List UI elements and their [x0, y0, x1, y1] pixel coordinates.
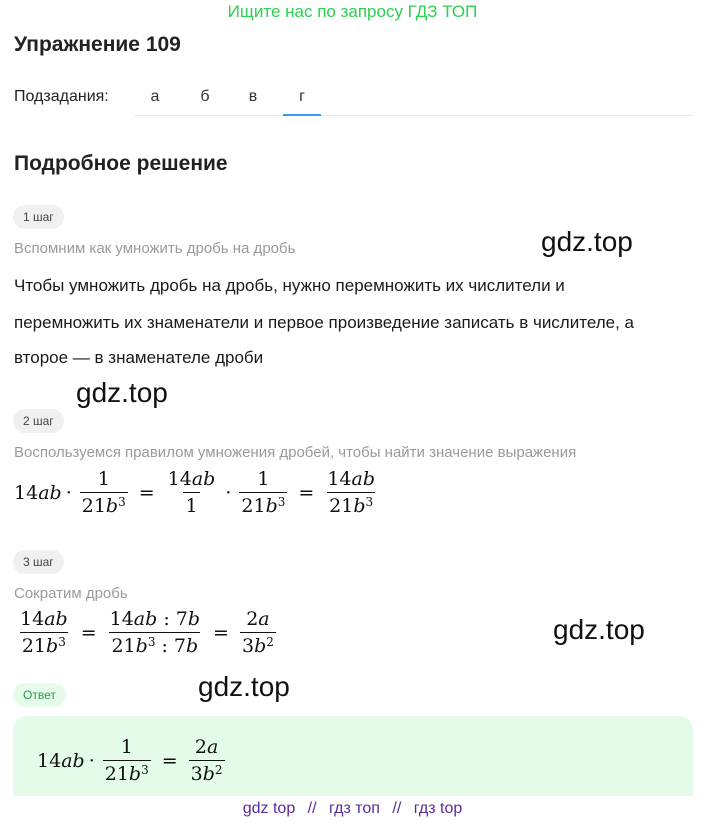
step-1-badge: 1 шаг	[13, 205, 64, 229]
subtasks-nav	[14, 86, 693, 116]
step-2-hint: Воспользуемся правилом умножения дробей, чтобы найти значение выражения	[14, 444, 577, 461]
footer-separator: //	[392, 800, 402, 817]
footer-link[interactable]: гдз топ	[329, 800, 380, 817]
subtasks-divider	[135, 115, 693, 116]
tab-g[interactable]: г	[283, 88, 321, 116]
step-3-hint: Сократим дробь	[14, 585, 128, 602]
footer-separator: //	[307, 800, 317, 817]
watermark: gdz.top	[198, 671, 290, 702]
tab-a[interactable]: а	[150, 88, 160, 105]
section-title: Подробное решение	[14, 152, 228, 175]
answer-formula: 14ab · $\frac{1}{21b^3}$ = $\frac{2a}{3b^2}$	[37, 736, 223, 785]
step-1-text-line-3: второе — в знаменателе дроби	[14, 348, 264, 367]
top-banner: Ищите нас по запросу ГДЗ ТОП	[227, 2, 478, 21]
step-1-text-line-2: перемножить их знаменатели и первое произведение записать в числителе, а	[14, 313, 634, 332]
step-1-hint: Вспомним как умножить дробь на дробь	[14, 240, 296, 257]
tab-v[interactable]: в	[248, 88, 258, 105]
subtasks-label: Подзадания:	[14, 88, 109, 105]
step-3-badge: 3 шаг	[13, 550, 64, 574]
step-2-formula: 14ab · $\frac{1}{21b^3}$ = $\frac{14ab}{1}$ · $\frac{1}{21b^3}$ = $\frac{14ab}{21b^3}$	[14, 468, 375, 517]
watermark: gdz.top	[76, 377, 168, 408]
step-3-formula: $\frac{14ab}{21b^3}$ = $\frac{14ab : 7b}{21b^3 : 7b}$ = $\frac{2a}{3b^2}$	[20, 608, 274, 657]
answer-badge: Ответ	[13, 683, 66, 707]
watermark: gdz.top	[553, 614, 645, 645]
footer-link[interactable]: гдз top	[413, 800, 463, 817]
footer-link[interactable]: gdz top	[242, 800, 296, 817]
watermark: gdz.top	[541, 226, 633, 257]
tab-b[interactable]: б	[200, 88, 210, 105]
step-1-text-line-1: Чтобы умножить дробь на дробь, нужно перемножить их числители и	[14, 276, 565, 295]
footer-links	[0, 800, 705, 818]
step-2-badge: 2 шаг	[13, 409, 64, 433]
page-title: Упражнение 109	[14, 33, 181, 56]
